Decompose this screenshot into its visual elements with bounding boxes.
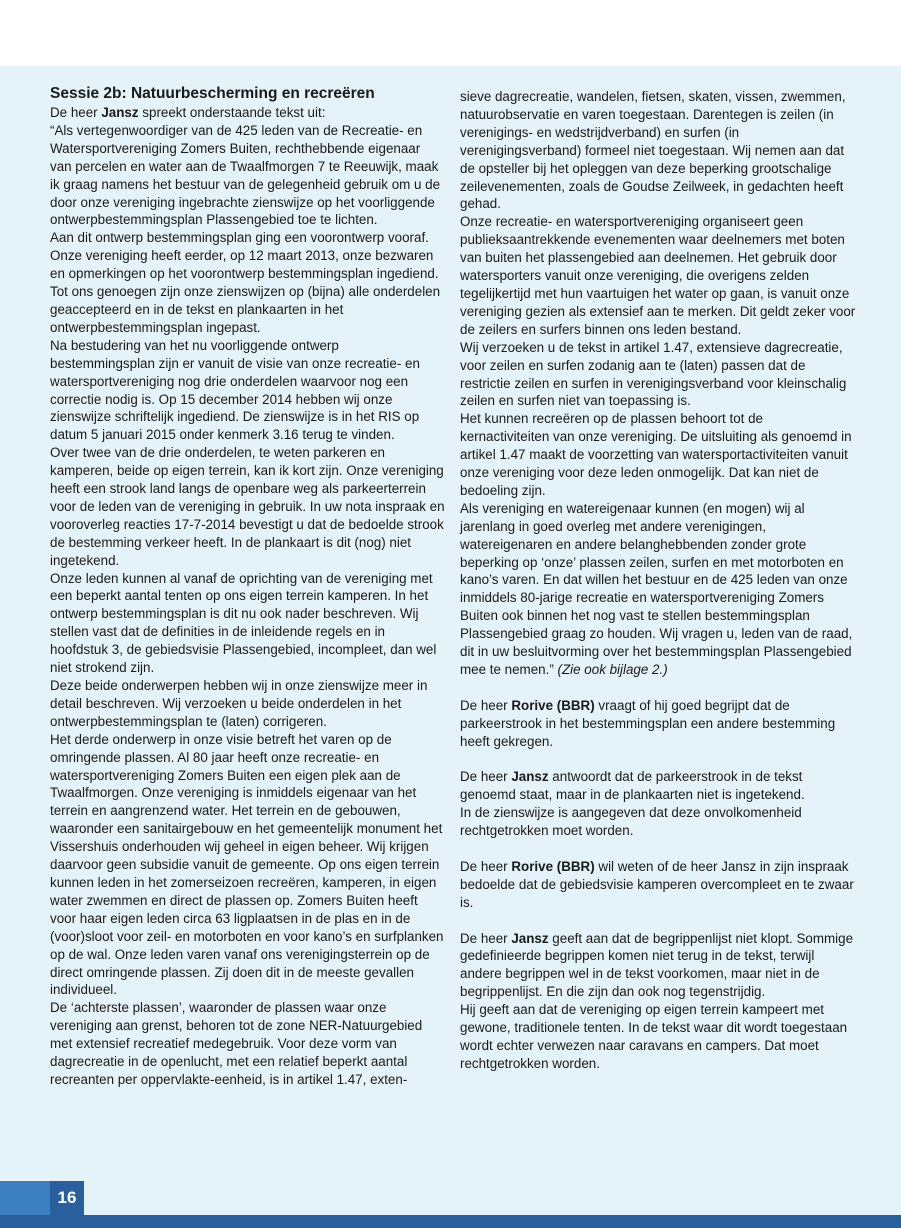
paragraph: Aan dit ontwerp bestemmingsplan ging een voorontwerp vooraf. Onze vereniging heeft eerder, op 12 maart 2013, onze bezwaren en opmerkingen op het voorontwerp bestemmingsplan ingediend. Tot ons genoegen zijn onze zienswijzen op (bijna) alle onderdelen geaccepteerd en in de tekst en plankaarten in het ontwerpbestemmingsplan ingepast. bbox=[50, 230, 441, 335]
exchange-jansz-1 bbox=[460, 768, 856, 804]
exchange-pre: De heer bbox=[460, 769, 512, 785]
intro-post: spreekt onderstaande tekst uit: bbox=[138, 105, 326, 120]
exchange-pre: De heer bbox=[460, 858, 512, 874]
paragraph: Na bestudering van het nu voorliggende ontwerp bestemmingsplan zijn er vanuit de visie van onze recreatie- en watersportvereniging nog drie onderdelen waarvoor nog een correctie nodig is. Op 15 december 2014 hebben wij onze zienswijze schriftelijk ingediend. De zienswijze is in het RIS op datum 5 januari 2015 onder kenmerk 3.16 terug te vinden. bbox=[50, 337, 420, 443]
paragraph: Over twee van de drie onderdelen, te weten parkeren en kamperen, beide op eigen terrein, kan ik kort zijn. Onze vereniging heeft een strook land langs de openbare weg als parkeerterrein voor de leden van de vereniging in gebruik. In uw nota inspraak en vooroverleg reacties 17-7-2014 bevestigt u dat de bedoelde strook de bestemming verkeer heeft. In de plankaart is dit (nog) niet ingetekend. bbox=[50, 445, 445, 568]
exchange-rorive-1 bbox=[460, 697, 856, 751]
paragraph: Het kunnen recreëren op de plassen behoort tot de kernactiviteiten van onze vereniging. De uitsluiting als genoemd in artikel 1.47 maakt de voorzetting van watersportactiviteiten vanuit onze vereniging voor deze leden onmogelijk. Dat kan niet de bedoeling zijn. bbox=[460, 411, 852, 498]
paragraph: Onze recreatie- en watersportvereniging organiseert geen publieksaantrekkende evenementen waar deelnemers met boten van buiten het plassengebied aan deelnemen. Het gebruik door watersporters vanuit onze vereniging, die overigens zelden tegelijkertijd met hun vaartuigen het water op gaan, is vanuit onze vereniging gezien als extensief aan te merken. Dit geldt zeker voor de zeilers en surfers binnen ons leden bestand. bbox=[460, 214, 856, 337]
paragraph: Onze leden kunnen al vanaf de oprichting van de vereniging met een beperkt aantal tenten op ons eigen terrein kamperen. In het ontwerp bestemmingsplan is dit nu ook nader beschreven. Wij stellen vast dat de definities in de inleidende regels en in hoofdstuk 3, de gebiedsvisie Plassengebied, incompleet, dan wel niet strokend zijn. bbox=[50, 570, 437, 676]
paragraph: sieve dagrecreatie, wandelen, fietsen, skaten, vissen, zwemmen, natuurobservatie en varen toegestaan. Darentegen is zeilen (in verenigings- en wedstrijdverband) en surfen (in verenigingsverband) formeel niet toegestaan. Wij nemen aan dat de opsteller bij het opleggen van deze beperking grootschalige zeilevenementen, zoals de Goudse Zeilweek, in gedachten heeft gehad. bbox=[460, 89, 846, 212]
speaker-name: Rorive (BBR) bbox=[511, 697, 595, 713]
paragraph: Deze beide onderwerpen hebben wij in onze zienswijze meer in detail beschreven. Wij verzoeken u beide onderdelen in het ontwerpbestemmingsplan te (laten) corrigeren. bbox=[50, 678, 428, 729]
exchange-rorive-2 bbox=[460, 858, 856, 912]
exchange-post: vraagt of hij goed begrijpt dat de parkeerstrook in het bestemmingsplan een andere bestemming heeft gekregen. bbox=[460, 697, 836, 749]
exchange-pre: De heer bbox=[460, 930, 512, 946]
section-heading: Sessie 2b: Natuurbescherming en recreëren bbox=[50, 85, 375, 102]
footer-line bbox=[0, 1215, 84, 1228]
speaker-name: Jansz bbox=[101, 105, 139, 120]
speaker-name: Jansz bbox=[511, 930, 549, 946]
exchange-pre: De heer bbox=[460, 697, 512, 713]
paragraph bbox=[460, 500, 856, 679]
paragraph: Het derde onderwerp in onze visie betreft het varen op de omringende plassen. Al 80 jaar heeft onze recreatie- en watersportvereniging Zomers Buiten een eigen plek aan de Twaalfmorgen. Onze vereniging is inmiddels eigenaar van het terrein en aangrenzend water. Het terrein en de gebouwen, waaronder een sanitairgebouw en het gemeentelijk monument het Vissershuis onderhouden wij geheel in eigen beheer. Wij krijgen daarvoor geen subsidie vanuit de gemeente. Op ons eigen terrein kunnen leden in het zomerseizoen recreëren, kamperen, in eigen water zwemmen en direct de plassen op. Zomers Buiten heeft voor haar eigen leden circa 63 ligplaatsen in de plas en in de (voor)sloot voor zeil- en motorboten en voor kano’s en surfplanken op de wal. Onze leden varen vanaf ons verenigingsterrein op de direct omringende plassen. Zij doen dit in de meeste gevallen individueel. bbox=[50, 731, 444, 998]
paragraph: “Als vertegenwoordiger van de 425 leden van de Recreatie- en Watersportvereniging Zomers Buiten, rechthebbende eigenaar van percelen en water aan de Twaalfmorgen 7 te Reeuwijk, maak ik graag namens het bestuur van de gelegenheid gebruik om u de door onze vereniging ingebrachte zienswijze op het voorliggende ontwerpbestemmingsplan Plassengebied toe te lichten. bbox=[50, 122, 441, 228]
paragraph-text: Als vereniging en watereigenaar kunnen (en mogen) wij al jarenlang in goed overleg met andere verenigingen, watereigenaren en andere belanghebbenden zonder grote beperking op ‘onze’ plassen zeilen, surfen en met motorboten en kano’s varen. En dat willen het bestuur en de 425 leden van onze inmiddels 80-jarige recreatie en watersportvereniging Zomers Buiten ook binnen het nog vast te stellen bestemmingsplan Plassengebied graag zo houden. Wij vragen u, leden van de raad, dit in uw besluitvorming over het bestemmingsplan Plassengebied mee te nemen.” bbox=[460, 500, 853, 677]
intro-pre: De heer bbox=[50, 105, 102, 120]
exchange-jansz-2 bbox=[460, 930, 856, 1002]
paragraph: In de zienswijze is aangegeven dat deze onvolkomenheid rechtgetrokken moet worden. bbox=[460, 805, 802, 839]
exchange-post: antwoordt dat de parkeerstrook in de tekst genoemd staat, maar in de plankaarten niet is ingetekend. bbox=[460, 769, 805, 803]
right-column bbox=[460, 88, 856, 1073]
annex-reference: (Zie ook bijlage 2.) bbox=[557, 662, 668, 677]
page-number: 16 bbox=[50, 1181, 84, 1215]
paragraph: De ‘achterste plassen’, waaronder de plassen waar onze vereniging aan grenst, behoren tot de zone NER-Natuurgebied met extensief recreatief medegebruik. Voor deze vorm van dagrecreatie in de openlucht, met een relatief beperkt aantal recreanten per oppervlakte-eenheid, is in artikel 1.47, exten- bbox=[50, 1000, 423, 1087]
speaker-name: Rorive (BBR) bbox=[511, 858, 595, 874]
intro-line bbox=[50, 104, 445, 122]
paragraph: Wij verzoeken u de tekst in artikel 1.47, extensieve dagrecreatie, voor zeilen en surfen zodanig aan te (laten) passen dat de restrictie zeilen en surfen in verenigingsverband voor kleinschalig zeilen en surfen niet van toepassing is. bbox=[460, 339, 847, 409]
paragraph: Hij geeft aan dat de vereniging op eigen terrein kampeert met gewone, traditionele tenten. In de tekst waar dit wordt toegestaan wordt echter verwezen naar caravans en campers. Dat moet rechtgetrokken worden. bbox=[460, 1002, 848, 1071]
speaker-name: Jansz bbox=[511, 769, 549, 785]
footer-line bbox=[84, 1215, 901, 1228]
exchange-post: wil weten of de heer Jansz in zijn inspraak bedoelde dat de gebiedsvisie kamperen overcompleet en te zwaar is. bbox=[460, 858, 854, 910]
exchange-post: geeft aan dat de begrippenlijst niet klopt. Sommige gedefinieerde begrippen komen niet terug in de tekst, terwijl andere begrippen wel in de tekst voorkomen, maar niet in de begrippenlijst. En die zijn dan ook nog tegenstrijdig. bbox=[460, 930, 854, 1000]
left-column bbox=[50, 84, 445, 1089]
